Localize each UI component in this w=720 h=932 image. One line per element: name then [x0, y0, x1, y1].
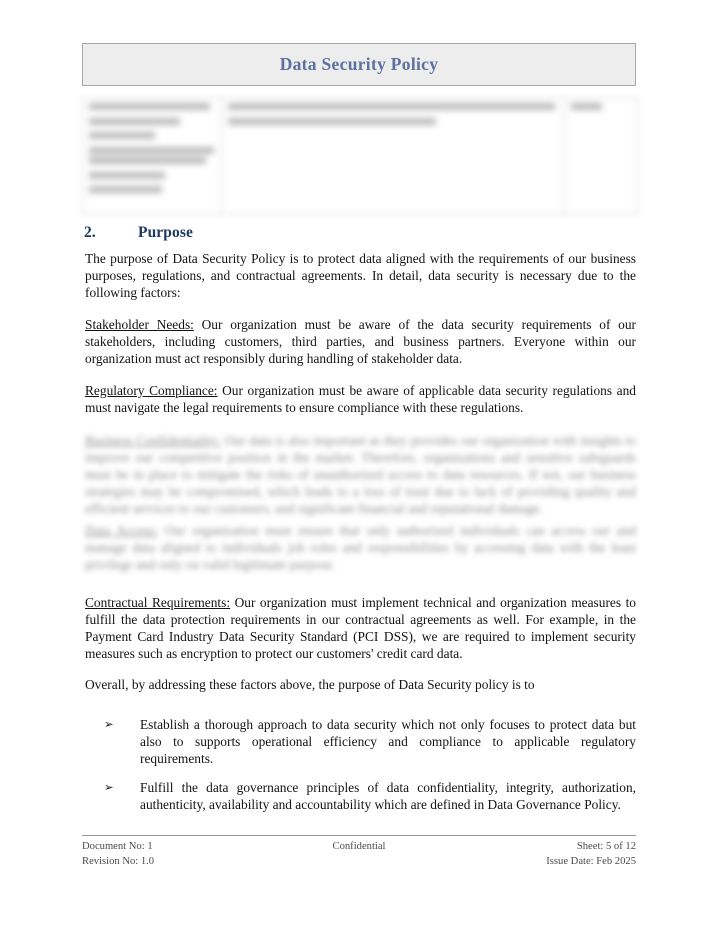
footer-issue-date: Issue Date: Feb 2025	[546, 855, 636, 867]
paragraph-regulatory-compliance	[85, 382, 636, 416]
paragraph-body: Our organization must implement technical and organization measures to fulfill the data protection requirements in our contractual agreements as well. For example, in the Payment Card Industry Data Security Standard (PCI DSS), we are required to implement security measures such as encryption to protect our customers' credit card data.	[85, 595, 636, 662]
redacted-table-cell	[565, 97, 638, 215]
redacted-text-line	[89, 147, 214, 154]
redacted-text-line	[228, 103, 555, 110]
redacted-table-cell	[82, 97, 222, 215]
redacted-table	[82, 97, 638, 215]
section-heading	[84, 224, 638, 242]
redacted-table-cell	[222, 97, 565, 215]
paragraph-label: Data Access:	[85, 523, 158, 538]
footer-revision-no: Revision No: 1.0	[82, 855, 155, 867]
purpose-bullet-list	[104, 716, 636, 825]
redacted-text-line	[89, 103, 210, 110]
paragraph-label: Contractual Requirements:	[85, 595, 231, 610]
document-header-box	[82, 43, 636, 86]
footer-classification: Confidential	[332, 841, 386, 852]
redacted-text-line	[89, 172, 165, 179]
list-item	[104, 779, 636, 813]
paragraph-intro: The purpose of Data Security Policy is to protect data aligned with the requirements of our business purposes, regulations, and contractual agreements. In detail, data security is necessary due to the following factors:	[85, 251, 636, 301]
paragraph-contractual-requirements	[85, 594, 636, 662]
paragraph-body: Our organization must be aware of the data security requirements of our stakeholders, including customers, third parties, and business partners. Everyone within our organization must act responsibly during handling of stakeholder data.	[85, 317, 636, 367]
redacted-text-line	[89, 132, 155, 139]
paragraph-body: Our data is also important as they provides our organization with insights to improve our competitive position in the market. Therefore, organizations and sensitive safeguards must be in place to mitigate the risks of unauthorized access to data resources. If not, our business strategies may be compromised, which leads to a loss of trust due to lack of providing quality and efficient services to our customers, and significant financial and reputational damage.	[85, 433, 636, 517]
list-item-text: Establish a thorough approach to data security which not only focuses to protect data but also to supports operational efficiency and compliance to applicable regulatory requirements.	[140, 717, 636, 767]
paragraph-body: Our organization must ensure that only authorized individuals can access our and manage data aligned to individuals job roles and responsibilities by accessing data with the least privilege and only on valid legitimate purpose.	[85, 523, 637, 573]
footer-right	[546, 840, 636, 869]
section-title: Purpose	[138, 224, 193, 241]
paragraph-body: Our organization must be aware of applicable data security regulations and must navigate the legal requirements to ensure compliance with these regulations.	[85, 383, 636, 416]
arrow-bullet-icon: ➢	[104, 780, 114, 795]
redacted-text-line	[89, 186, 162, 193]
paragraph-label: Business Confidentiality:	[85, 433, 222, 448]
paragraph-stakeholder-needs	[85, 316, 636, 367]
paragraph-business-confidentiality-redacted	[85, 432, 636, 517]
redacted-text-line	[89, 118, 180, 125]
redacted-text-line	[571, 103, 602, 110]
redacted-text-line	[228, 118, 436, 125]
footer-sheet-number: Sheet: 5 of 12	[576, 841, 636, 852]
section-number: 2.	[84, 224, 96, 241]
list-item	[104, 716, 636, 767]
footer-divider	[82, 835, 636, 836]
footer-document-no: Document No: 1	[82, 841, 153, 852]
paragraph-label: Regulatory Compliance:	[85, 383, 218, 398]
list-item-text: Fulfill the data governance principles of data confidentiality, integrity, authorization, authenticity, availability and accountability which are defined in Data Governance Policy.	[140, 780, 636, 813]
document-title: Data Security Policy	[279, 54, 439, 74]
page-footer	[82, 840, 636, 874]
paragraph-data-access-redacted	[85, 522, 636, 573]
paragraph-label: Stakeholder Needs:	[85, 317, 194, 332]
paragraph-overall: Overall, by addressing these factors above, the purpose of Data Security policy is to	[85, 677, 535, 692]
arrow-bullet-icon: ➢	[104, 717, 114, 731]
redacted-text-line	[89, 157, 206, 164]
